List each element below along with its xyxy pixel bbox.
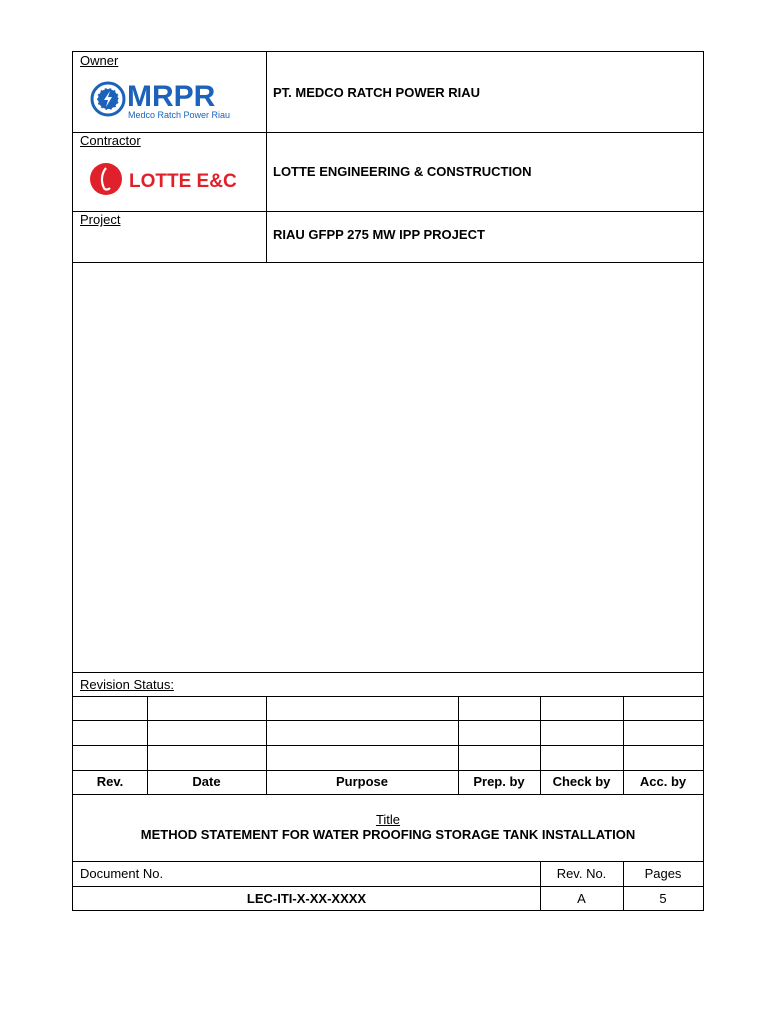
row-divider [73, 886, 703, 887]
row-divider [73, 696, 703, 697]
rev-no-value: A [577, 891, 586, 906]
row-divider [73, 861, 703, 862]
contractor-label: Contractor [80, 133, 141, 148]
acc-by-header: Acc. by [639, 774, 687, 789]
row-divider [73, 211, 703, 212]
row-divider [73, 672, 703, 673]
pages-label: Pages [644, 866, 682, 881]
revision-label: Revision Status: [80, 677, 174, 692]
header-divider [266, 52, 267, 262]
date-header: Date [192, 774, 221, 789]
row-divider [73, 132, 703, 133]
mrpr-logo [89, 80, 239, 122]
pages-value: 5 [659, 891, 667, 906]
purpose-header: Purpose [335, 774, 388, 789]
contractor-company: LOTTE ENGINEERING & CONSTRUCTION [273, 164, 532, 179]
row-divider [73, 794, 703, 795]
row-divider [73, 720, 703, 721]
row-divider [73, 770, 703, 771]
document-no-label: Document No. [80, 866, 164, 881]
svg-text:MRPR: MRPR [127, 80, 216, 113]
svg-text:LOTTE E&C: LOTTE E&C [129, 171, 237, 192]
owner-company: PT. MEDCO RATCH POWER RIAU [273, 85, 481, 100]
lotte-logo [89, 160, 239, 198]
document-no-value: LEC-ITI-X-XX-XXXX [246, 891, 367, 906]
rev-no-label: Rev. No. [556, 866, 607, 881]
cover-sheet [72, 51, 704, 911]
check-by-header: Check by [552, 774, 611, 789]
document-title: METHOD STATEMENT FOR WATER PROOFING STORAGE TANK INSTALLATION [140, 827, 636, 842]
owner-label: Owner [80, 53, 119, 68]
row-divider [73, 262, 703, 263]
rev-header: Rev. [96, 774, 124, 789]
title-label: Title [375, 812, 401, 827]
svg-text:Medco Ratch Power Riau: Medco Ratch Power Riau [128, 110, 231, 120]
project-label: Project [80, 212, 121, 227]
prep-by-header: Prep. by [473, 774, 525, 789]
project-name: RIAU GFPP 275 MW IPP PROJECT [273, 227, 485, 242]
row-divider [73, 745, 703, 746]
